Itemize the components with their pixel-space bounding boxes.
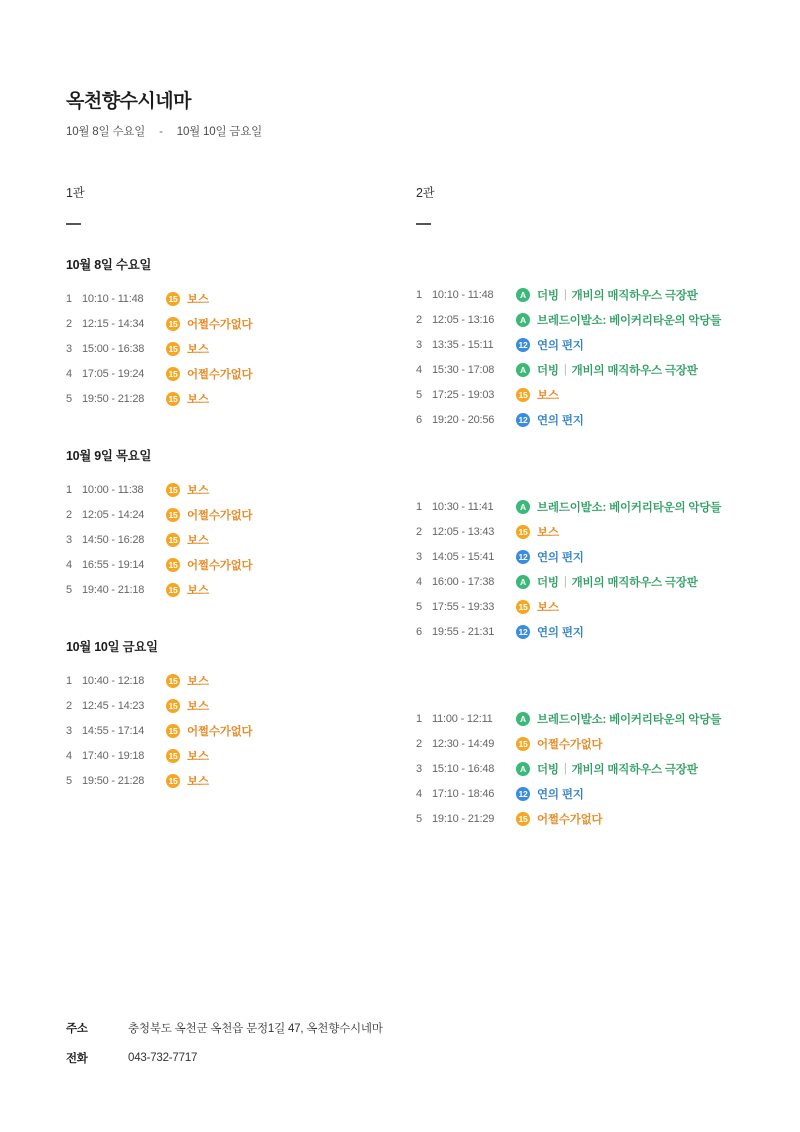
showtime-index: 5 [416,601,422,613]
showtime-index: 6 [416,626,422,638]
day-title [416,679,766,693]
showtime-row[interactable] [66,478,416,503]
day-title: 10월 8일 수요일 [66,257,152,272]
showtime-format: 더빙 [537,290,559,302]
showtime-row[interactable] [416,807,766,832]
showtime-index: 1 [66,293,72,305]
showtime-time: 19:50 - 21:28 [82,775,145,787]
showtime-row[interactable] [66,744,416,769]
showtime-time: 14:05 - 15:41 [432,551,495,563]
showtime-row[interactable] [66,503,416,528]
movie-title: 보스 [187,676,209,688]
format-divider: | [563,763,567,775]
rating-badge-icon: 15 [166,317,180,331]
showtime-row[interactable] [66,553,416,578]
rating-badge-icon: 12 [516,413,530,427]
movie-title: 연의 편지 [537,789,584,801]
showtime-index: 2 [66,509,72,521]
section-divider [416,223,431,225]
halls-container [66,183,734,866]
showtime-format: 더빙 [537,764,559,776]
showtime-index: 3 [416,551,422,563]
showtime-time: 10:40 - 12:18 [82,675,145,687]
movie-title: 연의 편지 [537,340,584,352]
movie-title: 브레드이발소: 베이커리타운의 악당들 [537,502,722,514]
date-range-end: 10월 10일 금요일 [176,126,263,138]
day-title: 10월 9일 목요일 [66,448,152,463]
showtime-index: 4 [66,750,72,762]
showtime-time: 14:55 - 17:14 [82,725,145,737]
date-range-start: 10월 8일 수요일 [66,126,146,138]
format-divider: | [563,576,567,588]
rating-badge-icon: A [516,313,530,327]
showtime-time: 12:30 - 14:49 [432,738,495,750]
rating-badge-icon: 15 [166,508,180,522]
movie-title: 개비의 매직하우스 극장판 [571,365,698,377]
day-title: 10월 10일 금요일 [66,639,158,654]
showtime-time: 10:10 - 11:48 [82,293,144,305]
showtime-index: 5 [66,775,72,787]
rating-badge-icon: 15 [166,533,180,547]
footer-address-row [66,1020,383,1036]
showtime-index: 1 [66,675,72,687]
showtime-format: 더빙 [537,365,559,377]
showtime-row[interactable] [416,333,766,358]
showtime-time: 10:00 - 11:38 [82,484,144,496]
showtime-index: 6 [416,414,422,426]
hall-column-2 [416,183,766,866]
showtime-time: 19:50 - 21:28 [82,393,145,405]
movie-title: 어쩔수가없다 [187,369,253,381]
showtime-row[interactable] [416,782,766,807]
showtime-row[interactable] [66,578,416,603]
showtime-index: 5 [416,813,422,825]
movie-title: 연의 편지 [537,552,584,564]
showtime-row[interactable] [416,732,766,757]
showtime-index: 5 [416,389,422,401]
showtime-format: 더빙 [537,577,559,589]
showtime-time: 17:10 - 18:46 [432,788,495,800]
rating-badge-icon: 15 [166,583,180,597]
format-divider: | [563,289,567,301]
hall-column-1 [66,183,416,866]
showtime-time: 10:30 - 11:41 [432,501,494,513]
format-divider: | [563,364,567,376]
movie-title: 보스 [187,394,209,406]
movie-title: 어쩔수가없다 [537,814,603,826]
showtime-time: 17:40 - 19:18 [82,750,145,762]
day-block [66,446,416,603]
rating-badge-icon: 15 [166,749,180,763]
showtime-index: 2 [416,738,422,750]
showtime-time: 10:10 - 11:48 [432,289,494,301]
rating-badge-icon: 12 [516,787,530,801]
movie-title: 어쩔수가없다 [537,739,603,751]
showtime-time: 15:10 - 16:48 [432,763,495,775]
movie-title: 개비의 매직하우스 극장판 [571,764,698,776]
showtime-index: 3 [66,534,72,546]
showtime-time: 12:05 - 14:24 [82,509,145,521]
rating-badge-icon: 12 [516,338,530,352]
movie-title: 보스 [187,585,209,597]
movie-title: 보스 [537,602,559,614]
hall-name: 2관 [416,186,435,200]
showtime-row[interactable] [416,308,766,333]
showtime-time: 17:55 - 19:33 [432,601,495,613]
date-range-separator: - [159,126,163,138]
section-divider [66,223,81,225]
showtime-row[interactable] [66,312,416,337]
rating-badge-icon: 15 [166,674,180,688]
rating-badge-icon: A [516,762,530,776]
rating-badge-icon: 15 [166,724,180,738]
address-value: 충청북도 옥천군 옥천읍 문정1길 47, 옥천향수시네마 [128,1023,383,1035]
movie-title: 개비의 매직하우스 극장판 [571,577,698,589]
rating-badge-icon: A [516,363,530,377]
movie-title: 보스 [537,390,559,402]
footer [66,1020,383,1080]
showtime-time: 16:00 - 17:38 [432,576,495,588]
rating-badge-icon: 15 [166,558,180,572]
showtime-time: 19:40 - 21:18 [82,584,145,596]
showtime-row[interactable] [416,570,766,595]
showtime-index: 5 [66,393,72,405]
showtime-index: 2 [66,700,72,712]
showtime-time: 17:25 - 19:03 [432,389,495,401]
movie-title: 브레드이발소: 베이커리타운의 악당들 [537,315,722,327]
movie-title: 개비의 매직하우스 극장판 [571,290,698,302]
day-block [416,255,766,433]
showtime-index: 1 [66,484,72,496]
date-range [66,123,734,139]
rating-badge-icon: A [516,575,530,589]
showtime-index: 1 [416,713,422,725]
showtime-time: 12:45 - 14:23 [82,700,145,712]
showtime-row[interactable] [416,283,766,308]
showtime-row[interactable] [416,595,766,620]
movie-title: 보스 [187,294,209,306]
showtime-row[interactable] [416,408,766,433]
showtime-index: 3 [416,763,422,775]
rating-badge-icon: 15 [516,737,530,751]
rating-badge-icon: 15 [516,388,530,402]
hall-name: 1관 [66,186,85,200]
showtime-row[interactable] [416,620,766,645]
movie-title: 어쩔수가없다 [187,510,253,522]
showtime-time: 19:20 - 20:56 [432,414,495,426]
showtime-row[interactable] [416,707,766,732]
showtime-index: 5 [66,584,72,596]
showtime-row[interactable] [416,520,766,545]
rating-badge-icon: 15 [166,292,180,306]
showtime-time: 14:50 - 16:28 [82,534,145,546]
rating-badge-icon: 15 [516,600,530,614]
showtime-row[interactable] [66,337,416,362]
movie-title: 어쩔수가없다 [187,560,253,572]
rating-badge-icon: 15 [166,342,180,356]
showtime-time: 15:30 - 17:08 [432,364,495,376]
showtime-index: 3 [66,725,72,737]
rating-badge-icon: 15 [166,483,180,497]
showtime-time: 17:05 - 19:24 [82,368,145,380]
rating-badge-icon: 15 [166,367,180,381]
movie-title: 보스 [187,535,209,547]
showtime-index: 2 [66,318,72,330]
showtime-index: 3 [416,339,422,351]
showtime-row[interactable] [66,669,416,694]
showtime-index: 2 [416,314,422,326]
showtime-time: 11:00 - 12:11 [432,713,493,725]
rating-badge-icon: 15 [166,392,180,406]
rating-badge-icon: 15 [166,699,180,713]
movie-title: 연의 편지 [537,415,584,427]
day-block [416,467,766,645]
movie-title: 보스 [187,751,209,763]
showtime-time: 12:05 - 13:43 [432,526,495,538]
showtime-index: 4 [66,368,72,380]
day-title [416,255,766,269]
movie-title: 보스 [187,485,209,497]
rating-badge-icon: 12 [516,625,530,639]
showtime-row[interactable] [416,757,766,782]
movie-title: 보스 [187,701,209,713]
rating-badge-icon: A [516,288,530,302]
rating-badge-icon: 15 [166,774,180,788]
rating-badge-icon: 15 [516,812,530,826]
movie-title: 보스 [187,776,209,788]
movie-title: 연의 편지 [537,627,584,639]
showtime-row[interactable] [66,387,416,412]
rating-badge-icon: A [516,712,530,726]
showtime-row[interactable] [416,383,766,408]
showtime-time: 13:35 - 15:11 [432,339,494,351]
showtime-index: 2 [416,526,422,538]
movie-title: 브레드이발소: 베이커리타운의 악당들 [537,714,722,726]
showtime-time: 19:55 - 21:31 [432,626,495,638]
showtime-row[interactable] [66,362,416,387]
movie-title: 보스 [187,344,209,356]
movie-title: 어쩔수가없다 [187,726,253,738]
showtime-row[interactable] [66,769,416,794]
showtime-time: 12:05 - 13:16 [432,314,495,326]
movie-title: 보스 [537,527,559,539]
movie-title: 어쩔수가없다 [187,319,253,331]
rating-badge-icon: 12 [516,550,530,564]
rating-badge-icon: A [516,500,530,514]
showtime-index: 3 [66,343,72,355]
showtime-index: 4 [416,788,422,800]
address-label: 주소 [66,1023,88,1035]
footer-phone-row [66,1050,383,1066]
day-block [66,255,416,412]
showtime-index: 4 [416,576,422,588]
showtime-time: 19:10 - 21:29 [432,813,495,825]
showtime-row[interactable] [66,719,416,744]
showtime-row[interactable] [66,528,416,553]
phone-label: 전화 [66,1053,88,1065]
day-block [416,679,766,832]
showtime-time: 15:00 - 16:38 [82,343,145,355]
showtime-row[interactable] [66,694,416,719]
showtime-index: 1 [416,289,422,301]
showtime-row[interactable] [66,287,416,312]
showtime-index: 4 [416,364,422,376]
phone-value: 043-732-7717 [128,1052,198,1064]
showtime-index: 4 [66,559,72,571]
showtime-row[interactable] [416,358,766,383]
showtime-row[interactable] [416,495,766,520]
day-title [416,467,766,481]
showtime-time: 12:15 - 14:34 [82,318,145,330]
day-block [66,637,416,794]
showtime-time: 16:55 - 19:14 [82,559,145,571]
page-title: 옥천향수시네마 [66,91,191,112]
rating-badge-icon: 15 [516,525,530,539]
showtime-row[interactable] [416,545,766,570]
showtime-index: 1 [416,501,422,513]
